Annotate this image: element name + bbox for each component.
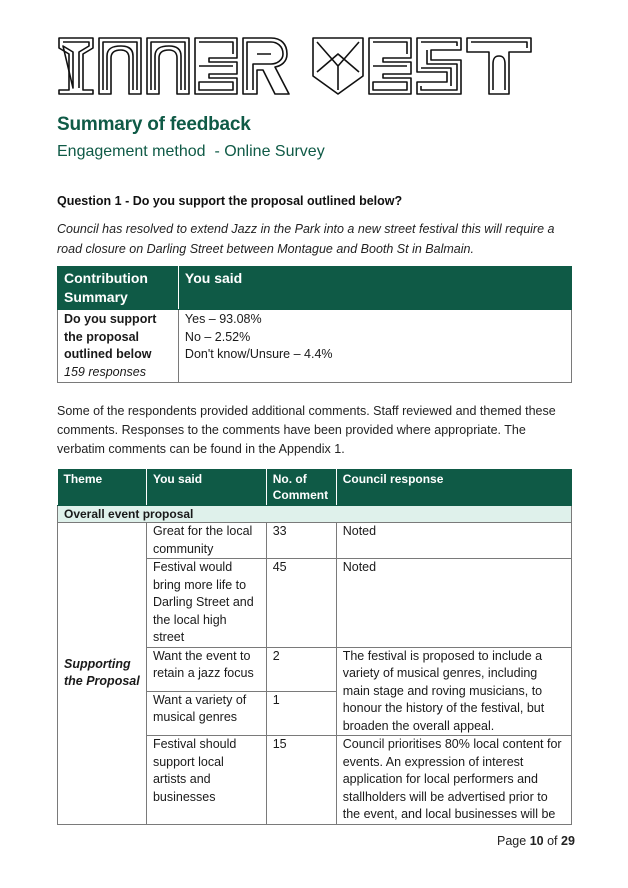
page-of: of — [547, 834, 558, 848]
response-cell: Noted — [336, 559, 571, 648]
said-cell: Festival should support local artists and businesses — [146, 736, 266, 825]
result-no: No – 2.52% — [184, 329, 251, 344]
result-yes: Yes – 93.08% — [184, 312, 262, 326]
header-you-said: You said — [146, 469, 266, 506]
logo-letter-i — [59, 38, 93, 94]
summary-header-contribution: Contribution Summary — [58, 267, 179, 310]
contribution-summary-table — [57, 266, 572, 383]
logo-letter-n2 — [147, 38, 189, 94]
count-cell: 33 — [266, 523, 336, 559]
summary-responses: 159 responses — [64, 364, 147, 379]
said-cell: Want a variety of musical genres — [146, 691, 266, 735]
summary-header-you-said: You said — [178, 267, 571, 310]
table-row — [58, 523, 572, 559]
logo-letter-e — [195, 38, 237, 94]
logo-letter-s — [417, 38, 461, 94]
comments-paragraph: Some of the respondents provided additional comments. Staff reviewed and themed these comments. Responses to the comments have been provided where appropriate. The verbatim comments can be found in the Appendix 1. — [57, 404, 556, 456]
section-label: Overall event proposal — [58, 506, 572, 523]
summary-label: Do you support the proposal outlined below — [64, 312, 157, 361]
section-row — [58, 506, 572, 523]
logo-letter-r — [243, 38, 289, 94]
page-total: 29 — [561, 834, 575, 848]
count-cell: 15 — [266, 736, 336, 825]
page-current: 10 — [529, 834, 544, 848]
summary-row — [58, 310, 572, 383]
inner-west-logo-icon — [57, 36, 533, 96]
inner-west-logo — [57, 36, 533, 96]
count-cell: 2 — [266, 647, 336, 691]
page-prefix: Page — [497, 834, 527, 848]
question-heading: Question 1 - Do you support the proposal outlined below? — [57, 194, 403, 208]
header-council-response: Council response — [336, 469, 571, 506]
count-cell: 45 — [266, 559, 336, 648]
response-cell: Council prioritises 80% local content for events. An expression of interest application for local performers and stallholders will be advertised prior to the event, and local businesses will be — [336, 736, 571, 825]
summary-label-cell — [58, 310, 179, 383]
page-subtitle: Engagement method - Online Survey — [57, 143, 325, 160]
header-theme: Theme — [58, 469, 147, 506]
header-no-of-comment: No. of Comment — [266, 469, 336, 506]
result-unsure: Don't know/Unsure – 4.4% — [184, 347, 333, 361]
response-cell: Noted — [336, 523, 571, 559]
question-intro: Council has resolved to extend Jazz in the Park into a new street festival this will require a road closure on Darling Street between Montague and Booth St in Balmain. — [57, 222, 555, 256]
theme-cell: Supporting the Proposal — [58, 523, 147, 825]
said-cell: Want the event to retain a jazz focus — [146, 647, 266, 691]
summary-results-cell — [178, 310, 571, 383]
page-number — [497, 834, 575, 848]
response-cell: The festival is proposed to include a variety of musical genres, including main stage and roving musicians, to honour the history of the festival, but broaden the overall appeal. — [336, 647, 571, 736]
said-cell: Great for the local community — [146, 523, 266, 559]
feedback-header-row — [58, 469, 572, 506]
page-title: Summary of feedback — [57, 114, 251, 135]
logo-letter-t — [467, 38, 531, 94]
feedback-table — [57, 469, 572, 825]
logo-letter-w — [313, 38, 363, 94]
said-cell: Festival would bring more life to Darling Street and the local high street — [146, 559, 266, 648]
logo-letter-n1 — [99, 38, 141, 94]
count-cell: 1 — [266, 691, 336, 735]
logo-letter-e2 — [369, 38, 411, 94]
summary-header-row — [58, 267, 572, 310]
